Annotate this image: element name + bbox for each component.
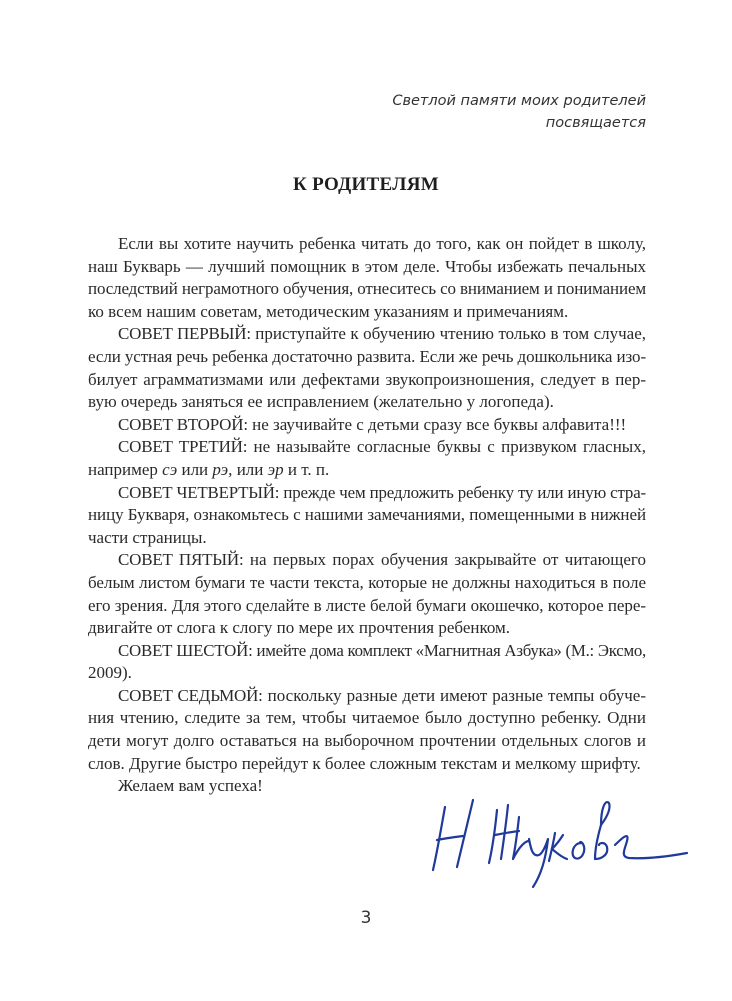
text-line: ния чтению, следите за тем, чтобы читаемое было доступно ребенку. Одни xyxy=(88,708,646,728)
advice-lead: СОВЕТ ТРЕТИЙ: xyxy=(118,437,248,457)
advice-seventh: СОВЕТ СЕДЬМОЙ: поскольку разные дети имеют разные темпы обуче- xyxy=(118,685,646,705)
advice-third: СОВЕТ ТРЕТИЙ: не называйте согласные буквы с призвуком гласных, xyxy=(118,437,646,457)
advice-lead: СОВЕТ ПЕРВЫЙ: xyxy=(118,324,251,344)
text-line: ко всем нашим советам, методическим указаниям и примечаниям. xyxy=(88,301,569,321)
advice-second: СОВЕТ ВТОРОЙ: не заучивайте с детьми сразу все буквы алфавита!!! xyxy=(118,414,627,434)
dedication xyxy=(392,90,646,134)
advice-lead: СОВЕТ ЧЕТВЕРТЫЙ: xyxy=(118,482,280,502)
text-line: 2009). xyxy=(88,663,132,683)
advice-fifth: СОВЕТ ПЯТЫЙ: на первых порах обучения закрывайте от читающего xyxy=(118,550,646,570)
text-line: Если вы хотите научить ребенка читать до того, как он пойдет в школу, xyxy=(118,234,646,253)
text-line: белым листом бумаги те части текста, которые не должны находиться в поле xyxy=(88,572,646,592)
text-line: двигайте от слога к слогу по мере их прочтения ребенком. xyxy=(88,618,511,638)
text-line: наш Букварь — лучший помощник в этом деле. Чтобы избежать печальных xyxy=(88,256,646,276)
example-syllable: сэ xyxy=(162,459,178,479)
advice-lead: СОВЕТ СЕДЬМОЙ: xyxy=(118,685,263,705)
dedication-line: посвящается xyxy=(545,115,646,131)
example-syllable: рэ, xyxy=(212,459,233,479)
text-line: дети могут долго оставаться на выборочном прочтении отдельных слогов и xyxy=(88,731,646,751)
dedication-line: Светлой памяти моих родителей xyxy=(392,93,646,109)
body-text xyxy=(88,233,646,798)
text-line: например сэ или рэ, или эр и т. п. xyxy=(88,459,330,479)
text-line: его зрения. Для этого сделайте в листе белой бумаги окошечко, которое пере- xyxy=(88,595,646,615)
advice-lead: СОВЕТ ПЯТЫЙ: xyxy=(118,550,244,570)
text-line: слов. Другие быстро перейдут к более сложным текстам и мелкому шрифту. xyxy=(88,753,641,773)
author-signature xyxy=(415,795,705,895)
page-number: 3 xyxy=(360,908,372,928)
advice-lead: СОВЕТ ШЕСТОЙ: xyxy=(118,640,253,660)
example-syllable: эр xyxy=(267,459,284,479)
text-line: последствий неграмотного обучения, отнеситесь со вниманием и пониманием xyxy=(88,279,646,299)
advice-fourth: СОВЕТ ЧЕТВЕРТЫЙ: прежде чем предложить ребенку ту или иную стра- xyxy=(118,482,647,502)
advice-sixth: СОВЕТ ШЕСТОЙ: имейте дома комплект «Магнитная Азбука» (М.: Эксмо, xyxy=(118,640,647,660)
advice-first: СОВЕТ ПЕРВЫЙ: приступайте к обучению чтению только в том случае, xyxy=(118,324,646,344)
text-line: билует аграмматизмами или дефектами звукопроизношения, следует в пер- xyxy=(88,369,646,389)
text-line: если устная речь ребенка достаточно развита. Если же речь дошкольника изо- xyxy=(88,346,646,366)
closing-wish: Желаем вам успеха! xyxy=(118,776,263,796)
text-line: вую очередь заняться ее исправлением (желательно у логопеда). xyxy=(88,392,554,412)
text-line: ницу Букваря, ознакомьтесь с нашими замечаниями, помещенными в нижней xyxy=(88,505,646,525)
page-title: К РОДИТЕЛЯМ xyxy=(293,174,439,195)
advice-lead: СОВЕТ ВТОРОЙ: xyxy=(118,414,248,434)
text-line: части страницы. xyxy=(88,527,207,547)
signature-icon xyxy=(415,795,705,895)
